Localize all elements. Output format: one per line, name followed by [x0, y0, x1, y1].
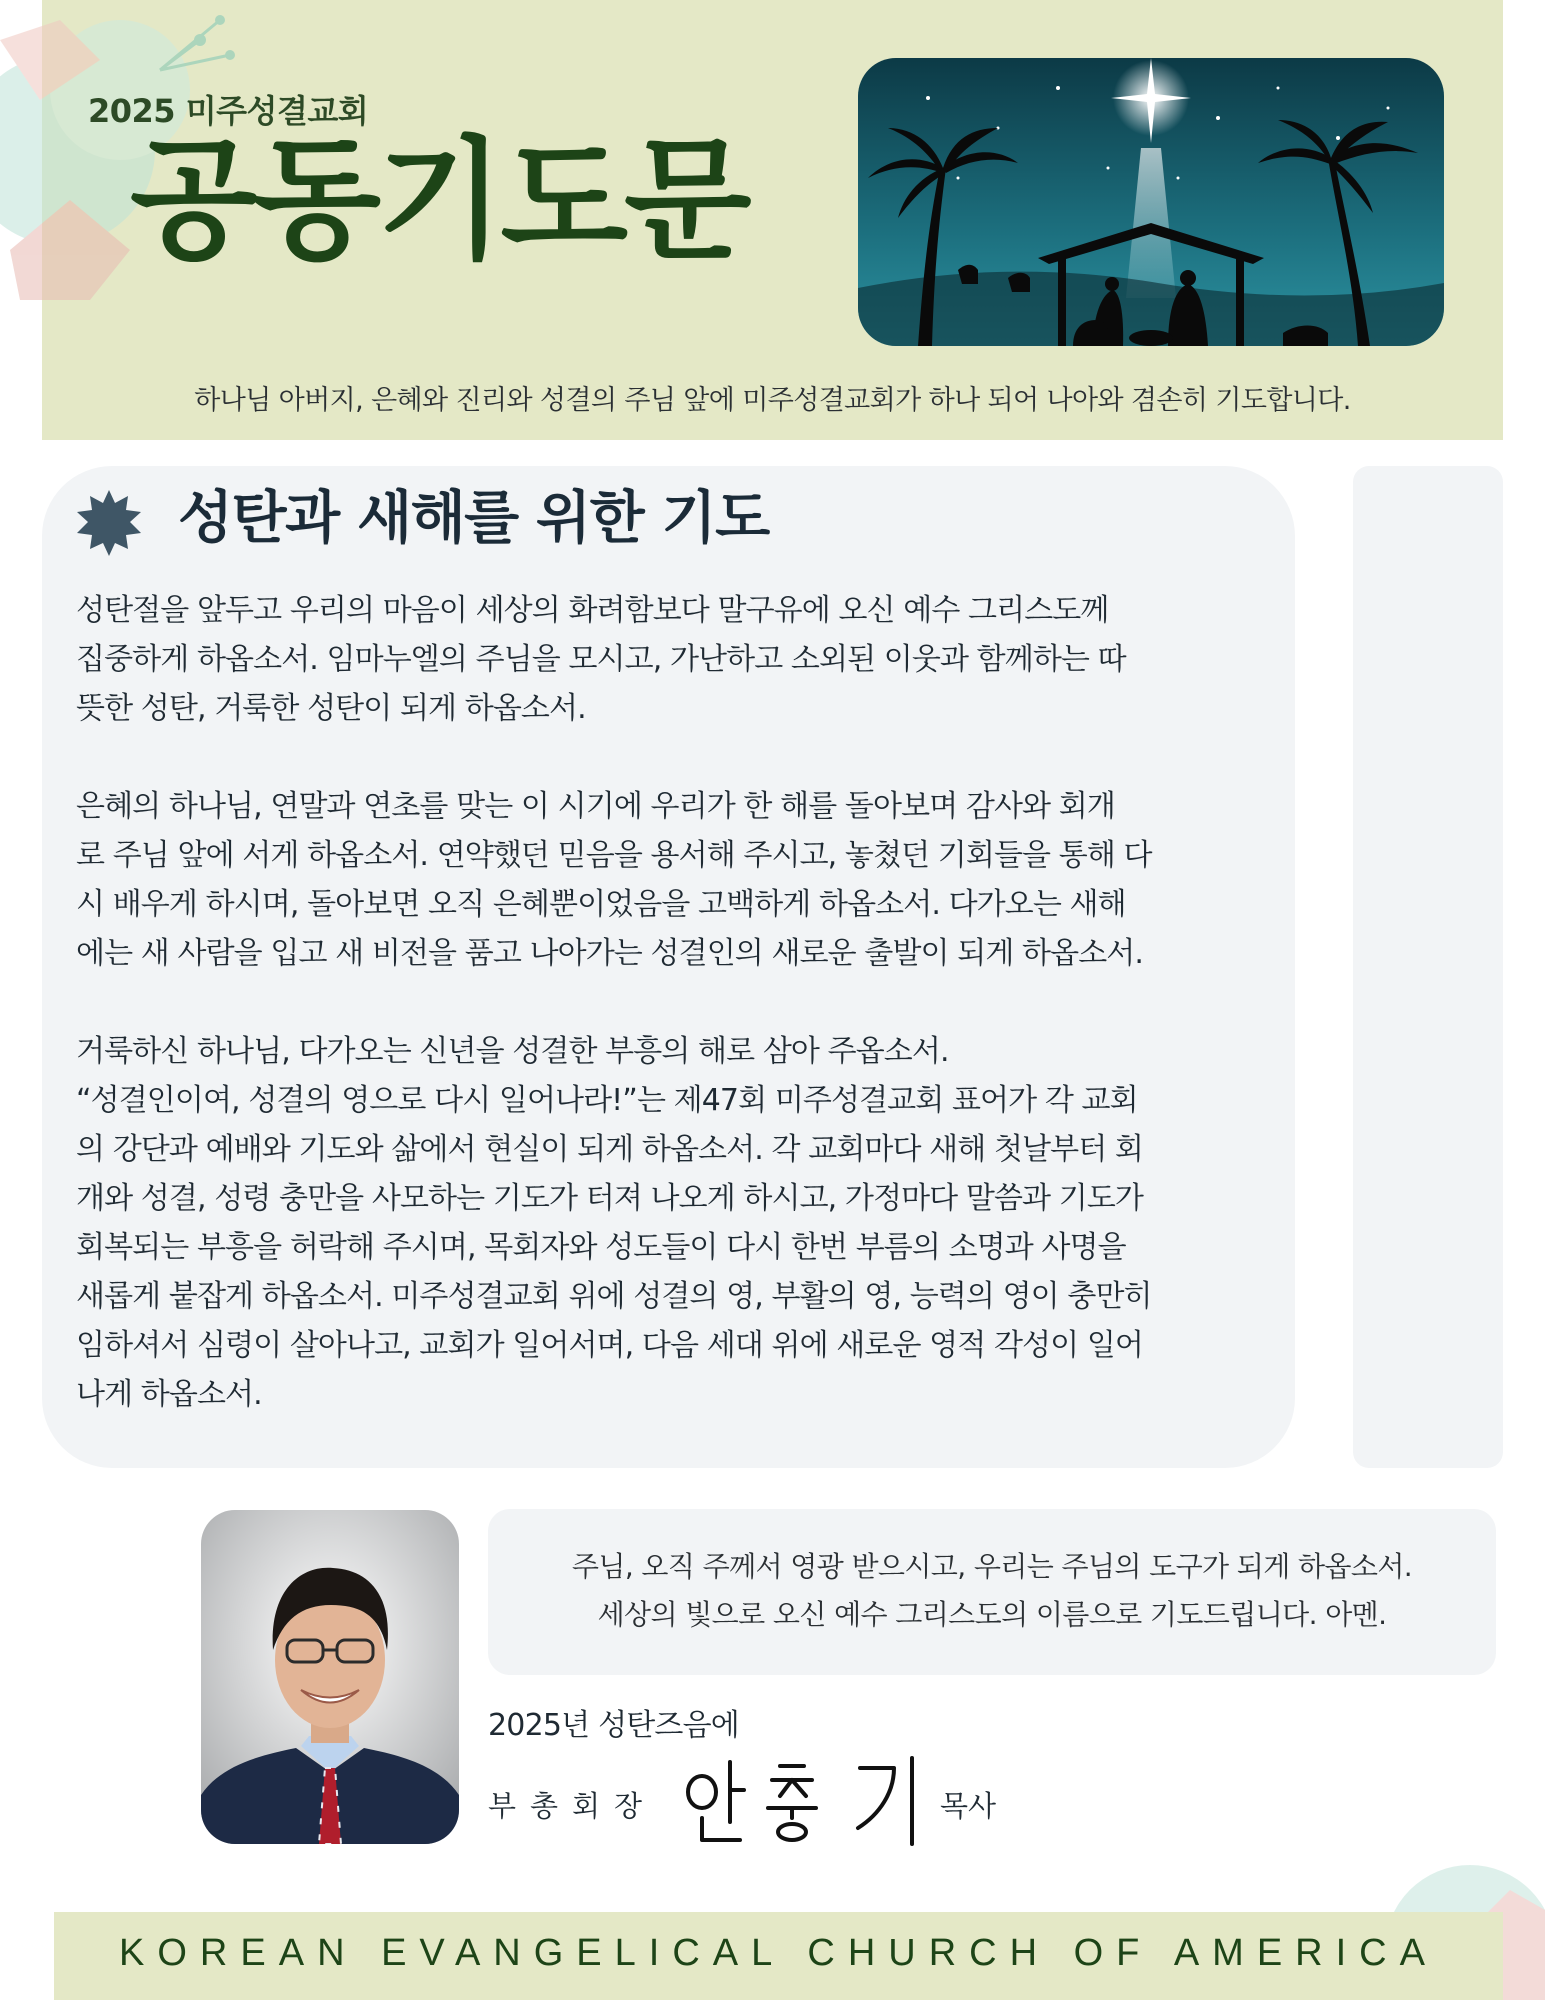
handwritten-signature — [680, 1752, 930, 1848]
pastor-photo — [201, 1510, 459, 1844]
closing-prayer: 주님, 오직 주께서 영광 받으시고, 우리는 주님의 도구가 되게 하옵소서. 세상의 빛으로 오신 예수 그리스도의 이름으로 기도드립니다. 아멘. — [571, 1550, 1413, 1631]
page-title: 공동기도문 — [130, 124, 748, 278]
nativity-scene-image — [858, 58, 1444, 346]
prayer-paragraph: 성탄절을 앞두고 우리의 마음이 세상의 화려함보다 말구유에 오신 예수 그리스도께 집중하게 하옵소서. 임마누엘의 주님을 모시고, 가난하고 소외된 이웃과 함께하는 따 뜻한 성탄, 거룩한 성탄이 되게 하옵소서. — [76, 593, 1126, 726]
starburst-icon — [74, 488, 144, 558]
signer-title-suffix: 목사 — [940, 1789, 997, 1823]
prayer-body — [76, 586, 1254, 1419]
signer-role: 부총회장 — [488, 1789, 657, 1823]
side-panel — [1353, 466, 1503, 1468]
date-line: 2025년 성탄즈음에 — [488, 1708, 739, 1743]
footer-org-name: KOREAN EVANGELICAL CHURCH OF AMERICA — [119, 1932, 1438, 1974]
prayer-paragraph: 은혜의 하나님, 연말과 연초를 맞는 이 시기에 우리가 한 해를 돌아보며 감사와 회개 로 주님 앞에 서게 하옵소서. 연약했던 믿음을 용서해 주시고, 놓쳤던 기회들을 통해 다 시 배우게 하시며, 돌아보면 오직 은혜뿐이었음을 고백하게 하옵소서. 다가오는 새해 에는 새 사람을 입고 새 비전을 품고 나아가는 성결인의 새로운 출발이 되게 하옵소서. — [76, 789, 1152, 971]
section-title: 성탄과 새해를 위한 기도 — [178, 485, 769, 551]
intro-prayer-line: 하나님 아버지, 은혜와 진리와 성결의 주님 앞에 미주성결교회가 하나 되어 나아와 겸손히 기도합니다. — [194, 385, 1351, 416]
prayer-paragraph: 거룩하신 하나님, 다가오는 신년을 성결한 부흥의 해로 삼아 주옵소서. “성결인이여, 성결의 영으로 다시 일어나라!”는 제47회 미주성결교회 표어가 각 교회 의 강단과 예배와 기도와 삶에서 현실이 되게 하옵소서. 각 교회마다 새해 첫날부터 회 개와 성결, 성령 충만을 사모하는 기도가 터져 나오게 하시고, 가정마다 말씀과 기도가 회복되는 부흥을 허락해 주시며, 목회자와 성도들이 다시 한번 부름의 소명과 사명을 새롭게 붙잡게 하옵소서. 미주성결교회 위에 성결의 영, 부활의 영, 능력의 영이 충만히 임하셔서 심령이 살아나고, 교회가 일어서며, 다음 세대 위에 새로운 영적 각성이 일어 나게 하옵소서. — [76, 1034, 1152, 1412]
header-eyebrow: 2025 미주성결교회 — [88, 92, 369, 130]
